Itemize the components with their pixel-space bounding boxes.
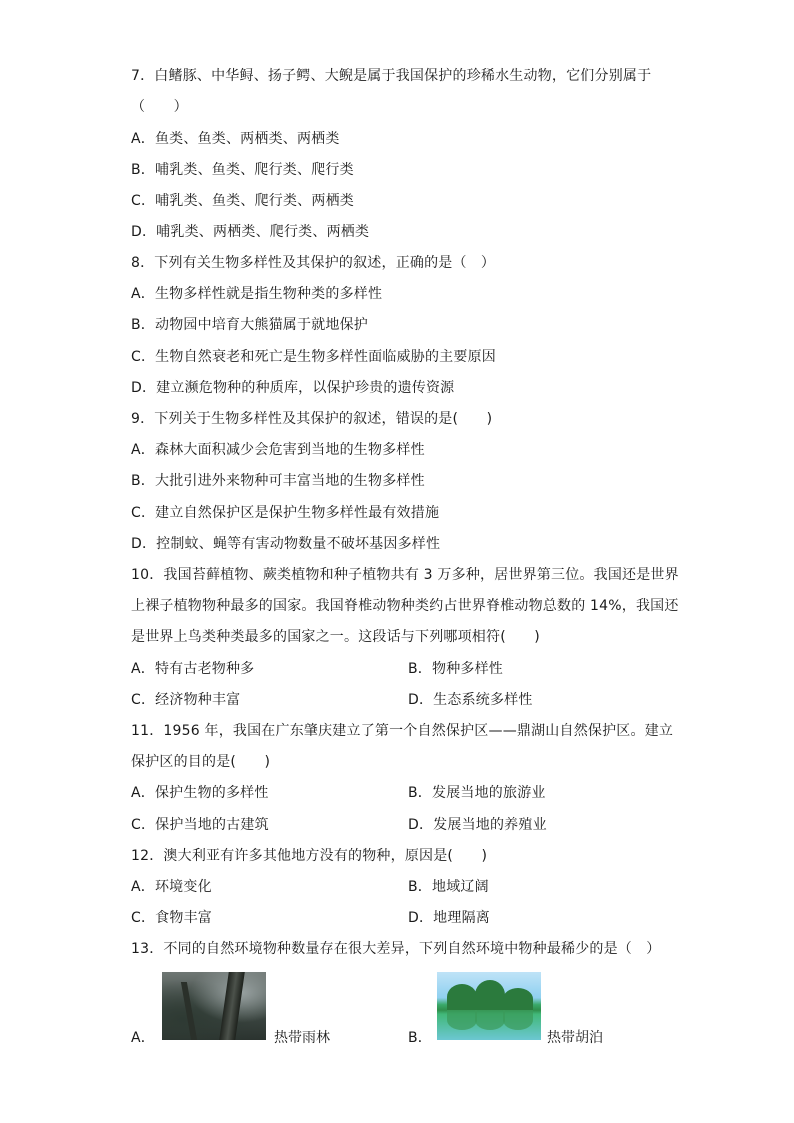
q13-option-b-caption: 热带胡泊	[547, 1030, 603, 1046]
q11-option-d: D．发展当地的养殖业	[408, 817, 547, 833]
q10-option-c: C．经济物种丰富	[131, 692, 241, 708]
q13-option-b-letter: B．	[408, 1030, 433, 1046]
q7-option-b: B．哺乳类、鱼类、爬行类、爬行类	[131, 162, 354, 178]
rainforest-image	[162, 972, 266, 1040]
q7-bracket: （ ）	[131, 99, 188, 115]
q9-option-a: A．森林大面积减少会危害到当地的生物多样性	[131, 442, 425, 458]
q13-stem: 13．不同的自然环境物种数量存在很大差异，下列自然环境中物种最稀少的是（ ）	[131, 941, 661, 957]
q9-stem: 9．下列关于生物多样性及其保护的叙述，错误的是( )	[131, 411, 493, 427]
hill-shape	[503, 988, 533, 1010]
hill-reflection-shape	[447, 1010, 477, 1030]
q7-stem: 7．白鳍豚、中华鲟、扬子鳄、大鲵是属于我国保护的珍稀水生动物，它们分别属于	[131, 68, 652, 84]
q10-option-b: B．物种多样性	[408, 661, 504, 677]
q8-option-d: D．建立濒危物种的种质库，以保护珍贵的遗传资源	[131, 380, 455, 396]
q13-option-a-letter: A．	[131, 1030, 155, 1046]
q10-stem-line2: 上裸子植物物种最多的国家。我国脊椎动物种类约占世界脊椎动物总数的 14%，我国还	[131, 598, 679, 614]
q9-option-d: D．控制蚊、蝇等有害动物数量不破坏基因多样性	[131, 536, 441, 552]
q12-stem: 12．澳大利亚有许多其他地方没有的物种，原因是( )	[131, 848, 488, 864]
q13-option-a-caption: 热带雨林	[274, 1030, 330, 1046]
tree-trunk-shape	[219, 972, 245, 1040]
q10-stem-line3: 是世界上鸟类种类最多的国家之一。这段话与下列哪项相符( )	[131, 629, 540, 645]
hill-reflection-shape	[475, 1010, 505, 1030]
hill-shape	[475, 980, 505, 1010]
q11-stem-line1: 11．1956 年，我国在广东肇庆建立了第一个自然保护区——鼎湖山自然保护区。建立	[131, 723, 674, 739]
q8-stem: 8．下列有关生物多样性及其保护的叙述，正确的是（ ）	[131, 255, 496, 271]
q8-option-c: C．生物自然衰老和死亡是生物多样性面临威胁的主要原因	[131, 349, 496, 365]
q8-option-a: A．生物多样性就是指生物种类的多样性	[131, 286, 383, 302]
q9-option-b: B．大批引进外来物种可丰富当地的生物多样性	[131, 473, 425, 489]
q9-option-c: C．建立自然保护区是保护生物多样性最有效措施	[131, 505, 440, 521]
q10-option-a: A．特有古老物种多	[131, 661, 255, 677]
q7-option-a: A．鱼类、鱼类、两栖类、两栖类	[131, 131, 340, 147]
q11-stem-line2: 保护区的目的是( )	[131, 754, 271, 770]
q10-option-d: D．生态系统多样性	[408, 692, 533, 708]
q11-option-c: C．保护当地的古建筑	[131, 817, 269, 833]
q8-option-b: B．动物园中培育大熊猫属于就地保护	[131, 317, 369, 333]
tree-trunk-shape	[181, 982, 197, 1040]
hill-shape	[447, 984, 477, 1010]
q11-option-a: A．保护生物的多样性	[131, 785, 269, 801]
q12-option-b: B．地域辽阔	[408, 879, 489, 895]
q12-option-c: C．食物丰富	[131, 910, 212, 926]
q11-option-b: B．发展当地的旅游业	[408, 785, 546, 801]
q10-stem-line1: 10．我国苔藓植物、蕨类植物和种子植物共有 3 万多种，居世界第三位。我国还是世界	[131, 567, 679, 583]
q7-option-c: C．哺乳类、鱼类、爬行类、两栖类	[131, 193, 354, 209]
tropical-lake-image	[437, 972, 541, 1040]
q12-option-d: D．地理隔离	[408, 910, 490, 926]
q7-option-d: D．哺乳类、两栖类、爬行类、两栖类	[131, 224, 370, 240]
hill-reflection-shape	[503, 1010, 533, 1030]
q12-option-a: A．环境变化	[131, 879, 212, 895]
